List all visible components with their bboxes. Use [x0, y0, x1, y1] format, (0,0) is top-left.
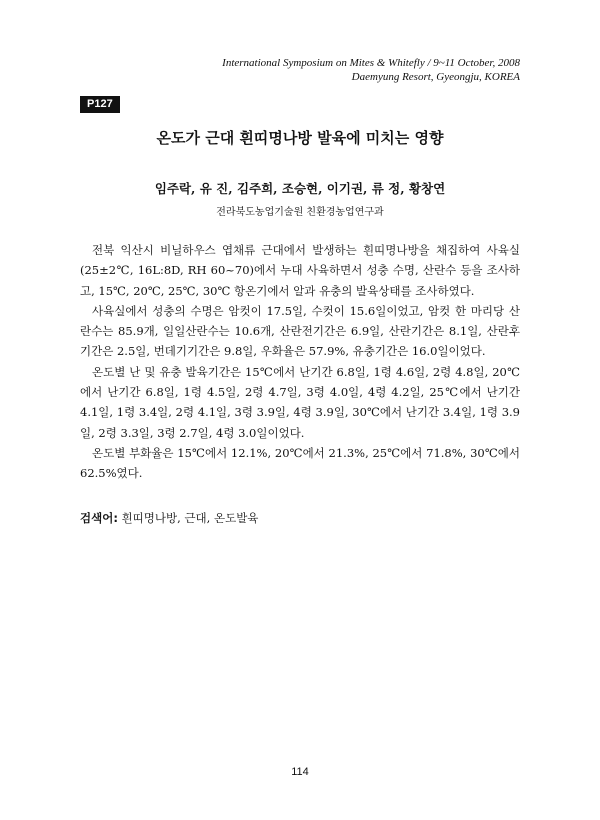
keywords-line	[80, 510, 520, 526]
conference-header	[222, 56, 520, 84]
page-number: 114	[291, 766, 309, 778]
affiliation: 전라북도농업기술원 친환경농업연구과	[216, 207, 384, 218]
abstract-paragraph: 온도별 난 및 유충 발육기간은 15℃에서 난기간 6.8일, 1령 4.6일, 2령 4.8일, 20℃에서 난기간 6.8일, 1령 4.5일, 2령 4.7일, 3령 4.0일, 4령 4.2일, 25℃에서 난기간 4.1일, 1령 3.4일, 2령 4.1일, 3령 3.9일, 4령 3.9일, 30℃에서 난기간 3.4일, 1령 3.9일, 2령 3.3일, 3령 2.7일, 4령 3.0일이었다.	[80, 364, 520, 440]
conference-venue: Daemyung Resort, Gyeongju, KOREA	[351, 71, 520, 83]
conference-name: International Symposium on Mites & Whitefly / 9~11 October, 2008	[222, 57, 520, 69]
keywords-value: 흰띠명나방, 근대, 온도발육	[121, 511, 259, 525]
abstract-body	[80, 240, 520, 484]
paper-title: 온도가 근대 흰띠명나방 발육에 미치는 영향	[156, 129, 444, 147]
abstract-paragraph: 온도별 부화율은 15℃에서 12.1%, 20℃에서 21.3%, 25℃에서 71.8%, 30℃에서 62.5%였다.	[80, 445, 520, 481]
abstract-paragraph: 사육실에서 성충의 수명은 암컷이 17.5일, 수컷이 15.6일이었고, 암컷 한 마리당 산란수는 85.9개, 일일산란수는 10.6개, 산란전기간은 6.9일, 산란기간은 8.1일, 산란후기간은 2.5일, 번데기기간은 9.8일, 우화율은 57.9%, 유충기간은 16.0일이었다.	[80, 303, 520, 359]
abstract-paragraph: 전북 익산시 비닐하우스 엽채류 근대에서 발생하는 흰띠명나방을 채집하여 사육실(25±2℃, 16L:8D, RH 60~70)에서 누대 사육하면서 성충 수명, 산란수 등을 조사하고, 15℃, 20℃, 25℃, 30℃ 항온기에서 알과 유충의 발육상태를 조사하였다.	[80, 243, 520, 298]
poster-code-badge: P127	[80, 96, 120, 113]
keywords-label: 검색어:	[80, 511, 118, 525]
author-list: 임주락, 유 진, 김주희, 조승현, 이기권, 류 정, 황창연	[154, 181, 446, 196]
